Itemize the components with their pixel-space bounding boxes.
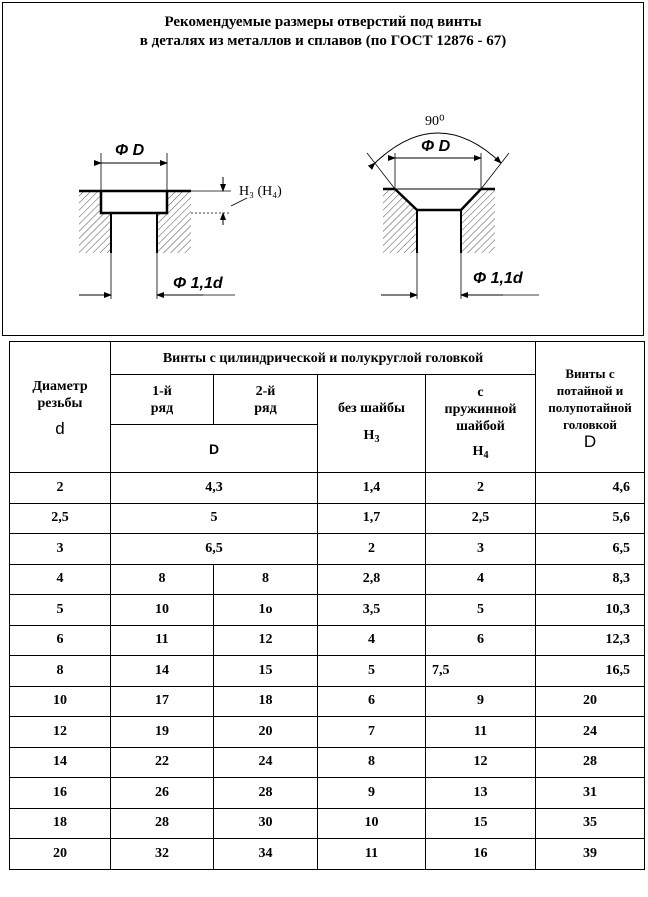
cell-d: 3 [10,534,111,565]
table-row [10,656,645,687]
header-cylindrical-group: Винты с цилиндрической и полукруглой головкой [111,342,536,375]
header-D-symbol: D [111,425,318,473]
cell-d: 4 [10,564,111,595]
header-row-1: 1-й ряд [111,375,214,425]
cell-d2: 1o [214,595,318,626]
cell-d1: 14 [111,656,214,687]
cell-d: 2,5 [10,503,111,534]
cell-d: 14 [10,747,111,778]
cell-d: 12 [10,717,111,748]
cell-d1: 10 [111,595,214,626]
cell-d2: 34 [214,839,318,870]
cell-dk: 35 [536,808,645,839]
cell-dk: 6,5 [536,534,645,565]
table-row [10,534,645,565]
figure-panel [2,2,644,336]
table-row [10,808,645,839]
cell-h3: 10 [318,808,426,839]
cell-h3: 2 [318,534,426,565]
table-row [10,686,645,717]
cell-d: 6,5 [111,534,318,565]
cell-d: 16 [10,778,111,809]
table-row [10,473,645,504]
cell-h4: 12 [426,747,536,778]
header-diameter: Диаметр резьбы d [10,342,111,473]
table-row [10,503,645,534]
cell-h3: 9 [318,778,426,809]
cell-h4: 13 [426,778,536,809]
cell-d1: 8 [111,564,214,595]
cell-h4: 3 [426,534,536,565]
cell-dk: 39 [536,839,645,870]
cell-d: 5 [111,503,318,534]
cell-d: 18 [10,808,111,839]
header-spring-washer: с пружинной шайбой $H_4$ [426,375,536,473]
table-row [10,717,645,748]
cell-h4: 11 [426,717,536,748]
cell-d2: 24 [214,747,318,778]
table-row [10,839,645,870]
header-row-2: 2-й ряд [214,375,318,425]
cell-dk: 31 [536,778,645,809]
screw-hole-table [9,341,645,870]
header-no-washer: без шайбы $H_3$ [318,375,426,473]
cell-d1: 22 [111,747,214,778]
cell-d: 10 [10,686,111,717]
cell-h3: 5 [318,656,426,687]
cell-h4: 4 [426,564,536,595]
cell-d2: 15 [214,656,318,687]
cell-d2: 28 [214,778,318,809]
figure-title-line-2: в деталях из металлов и сплавов (по ГОСТ 12876 - 67) [139,33,507,49]
table-row [10,778,645,809]
cell-h3: 8 [318,747,426,778]
cell-d: 20 [10,839,111,870]
table-row [10,595,645,626]
cell-dk: 10,3 [536,595,645,626]
cell-d1: 28 [111,808,214,839]
cell-dk: 4,6 [536,473,645,504]
cell-h4: 5 [426,595,536,626]
cell-d: 8 [10,656,111,687]
cell-dk: 8,3 [536,564,645,595]
countersink-drawing [367,114,539,299]
header-d-symbol: d [55,418,65,438]
table-row [10,747,645,778]
cell-d: 6 [10,625,111,656]
cell-dk: 5,6 [536,503,645,534]
cell-dk: 24 [536,717,645,748]
cell-d1: 17 [111,686,214,717]
cell-d2: 20 [214,717,318,748]
cell-h4: 16 [426,839,536,870]
cell-dk: 12,3 [536,625,645,656]
cell-d: 4,3 [111,473,318,504]
cell-h3: 4 [318,625,426,656]
cell-d1: 11 [111,625,214,656]
cell-h4: 6 [426,625,536,656]
right-hole-label: Φ 1,1d [473,270,523,287]
cell-h3: 7 [318,717,426,748]
counterbore-drawing [79,142,282,299]
hole-drawings [3,3,645,337]
cell-d2: 30 [214,808,318,839]
table-row [10,564,645,595]
cell-h4: 2 [426,473,536,504]
left-dia-label: Φ D [115,142,145,159]
cell-h3: 11 [318,839,426,870]
cell-dk: 16,5 [536,656,645,687]
cell-d2: 12 [214,625,318,656]
left-hole-label: Φ 1,1d [173,275,223,292]
cell-h3: 6 [318,686,426,717]
cell-h4: 15 [426,808,536,839]
right-angle-label: 90⁰ [425,114,445,129]
cell-dk: 28 [536,747,645,778]
right-dia-label: Φ D [421,138,451,155]
left-depth-label: H₃ (H₄) [239,184,282,199]
cell-h3: 2,8 [318,564,426,595]
cell-d2: 8 [214,564,318,595]
cell-h4: 9 [426,686,536,717]
cell-d1: 32 [111,839,214,870]
cell-h3: 1,7 [318,503,426,534]
cell-d: 5 [10,595,111,626]
cell-h3: 3,5 [318,595,426,626]
table-row [10,625,645,656]
cell-h4: 2,5 [426,503,536,534]
cell-h4: 7,5 [426,656,536,687]
cell-d2: 18 [214,686,318,717]
header-countersunk: Винты с потайной и полупотайной головкой D [536,342,645,473]
cell-d1: 19 [111,717,214,748]
figure-title-line-1: Рекомендуемые размеры отверстий под винты [164,14,482,30]
cell-d: 2 [10,473,111,504]
cell-dk: 20 [536,686,645,717]
cell-d1: 26 [111,778,214,809]
cell-h3: 1,4 [318,473,426,504]
